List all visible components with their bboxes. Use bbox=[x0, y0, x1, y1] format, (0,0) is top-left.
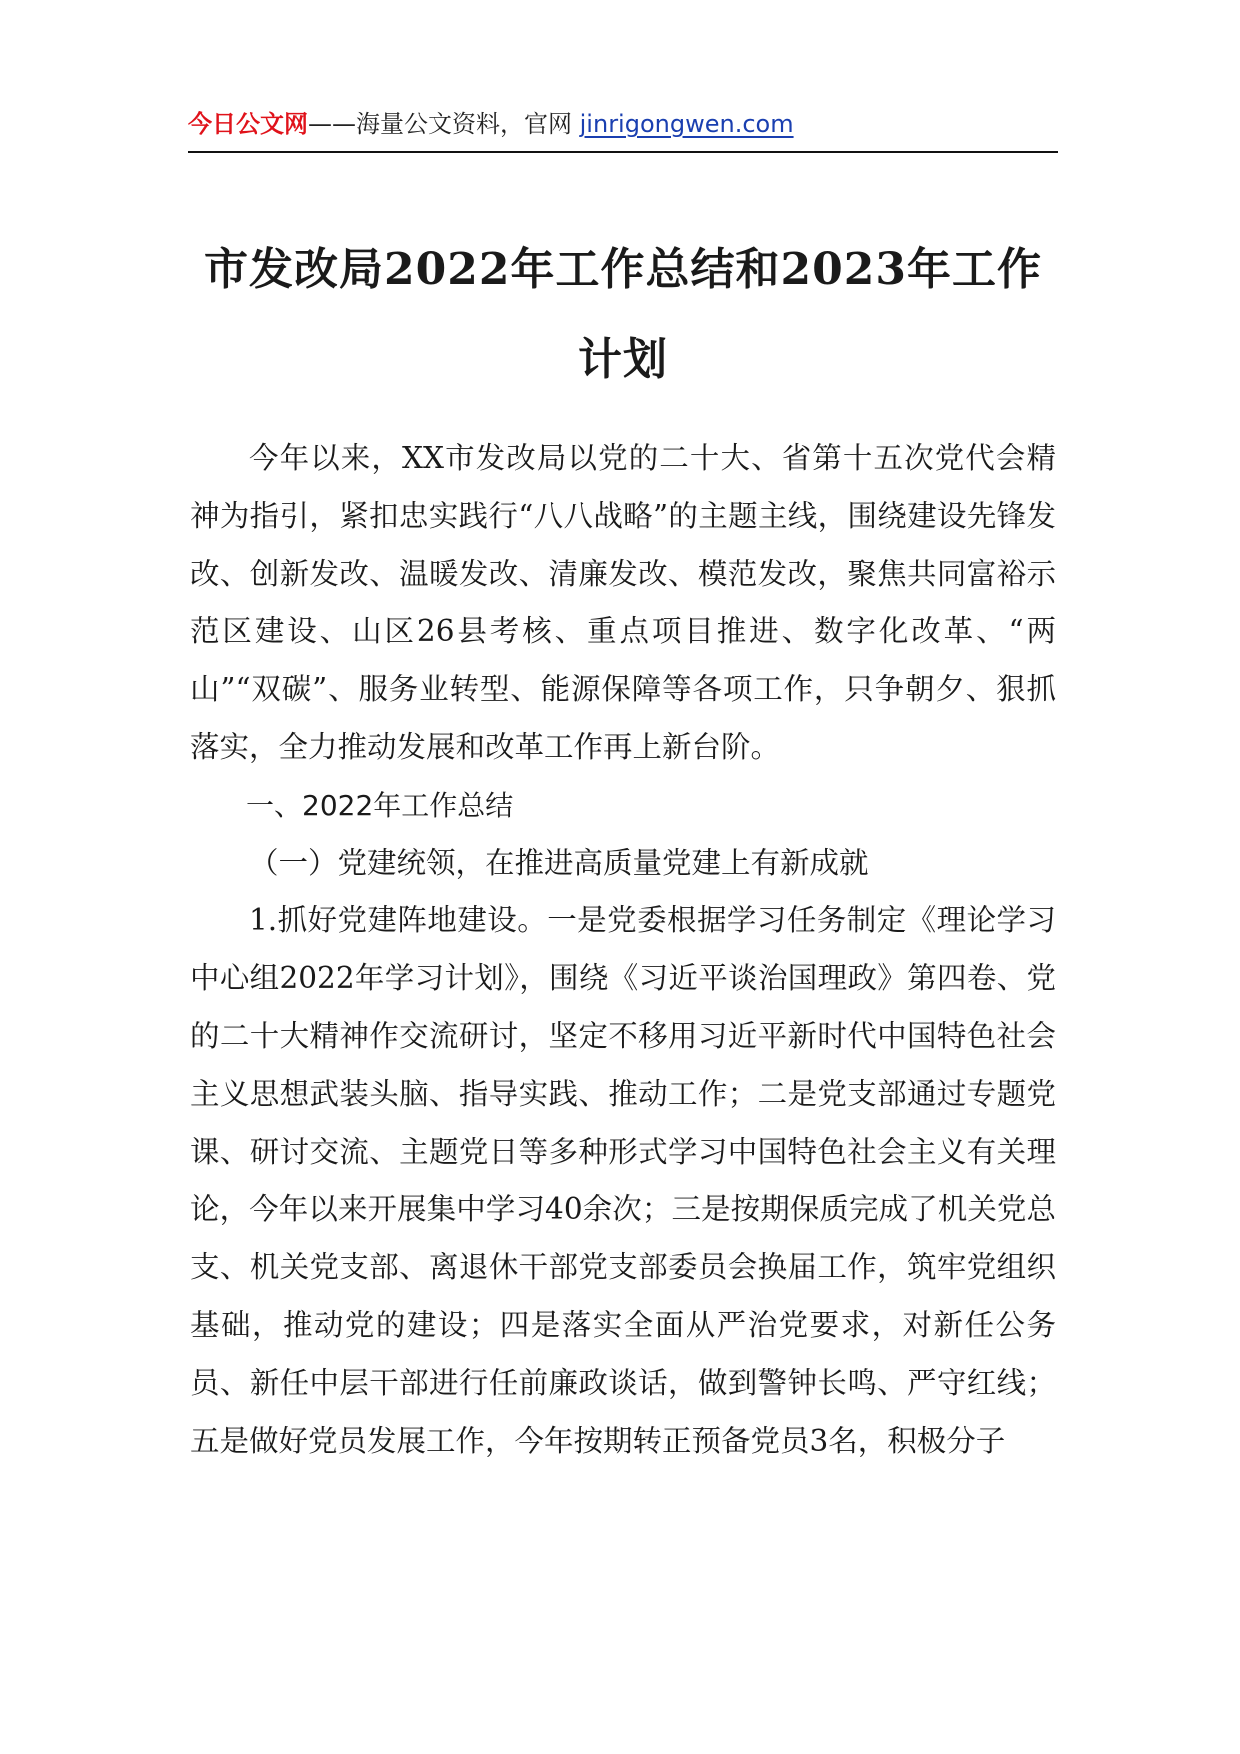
subsection-heading: （一）党建统领，在推进高质量党建上有新成就 bbox=[249, 845, 869, 880]
site-name: 今日公文网 bbox=[188, 110, 308, 138]
title-line-1: 市发改局2022年工作总结和2023年工作 bbox=[204, 244, 1042, 296]
site-url-link[interactable]: jinrigongwen.com bbox=[579, 110, 794, 138]
intro-paragraph: 今年以来，XX市发改局以党的二十大、省第十五次党代会精神为指引，紧扣忠实践行“八八战略”的主题主线，围绕建设先锋发改、创新发改、温暖发改、清廉发改、模范发改，聚焦共同富裕示范区建设、山区26县考核、重点项目推进、数字化改革、“两山”“双碳”、服务业转型、能源保障等各项工作，只争朝夕、狠抓落实，全力推动发展和改革工作再上新台阶。 bbox=[190, 441, 1056, 764]
site-tagline: ——海量公文资料，官网 bbox=[308, 110, 580, 138]
document-title bbox=[188, 225, 1058, 405]
page-header bbox=[188, 104, 1058, 152]
header-divider bbox=[188, 151, 1058, 153]
document-body bbox=[190, 430, 1056, 1470]
title-line-2: 计划 bbox=[578, 334, 668, 386]
section-heading: 一、2022年工作总结 bbox=[246, 788, 514, 822]
body-paragraph: 1.抓好党建阵地建设。一是党委根据学习任务制定《理论学习中心组2022年学习计划》，围绕《习近平谈治国理政》第四卷、党的二十大精神作交流研讨，坚定不移用习近平新时代中国特色社会主义思想武装头脑、指导实践、推动工作；二是党支部通过专题党课、研讨交流、主题党日等多种形式学习中国特色社会主义有关理论，今年以来开展集中学习40余次；三是按期保质完成了机关党总支、机关党支部、离退休干部党支部委员会换届工作，筑牢党组织基础，推动党的建设；四是落实全面从严治党要求，对新任公务员、新任中层干部进行任前廉政谈话，做到警钟长鸣、严守红线；五是做好党员发展工作，今年按期转正预备党员3名，积极分子 bbox=[190, 903, 1056, 1458]
